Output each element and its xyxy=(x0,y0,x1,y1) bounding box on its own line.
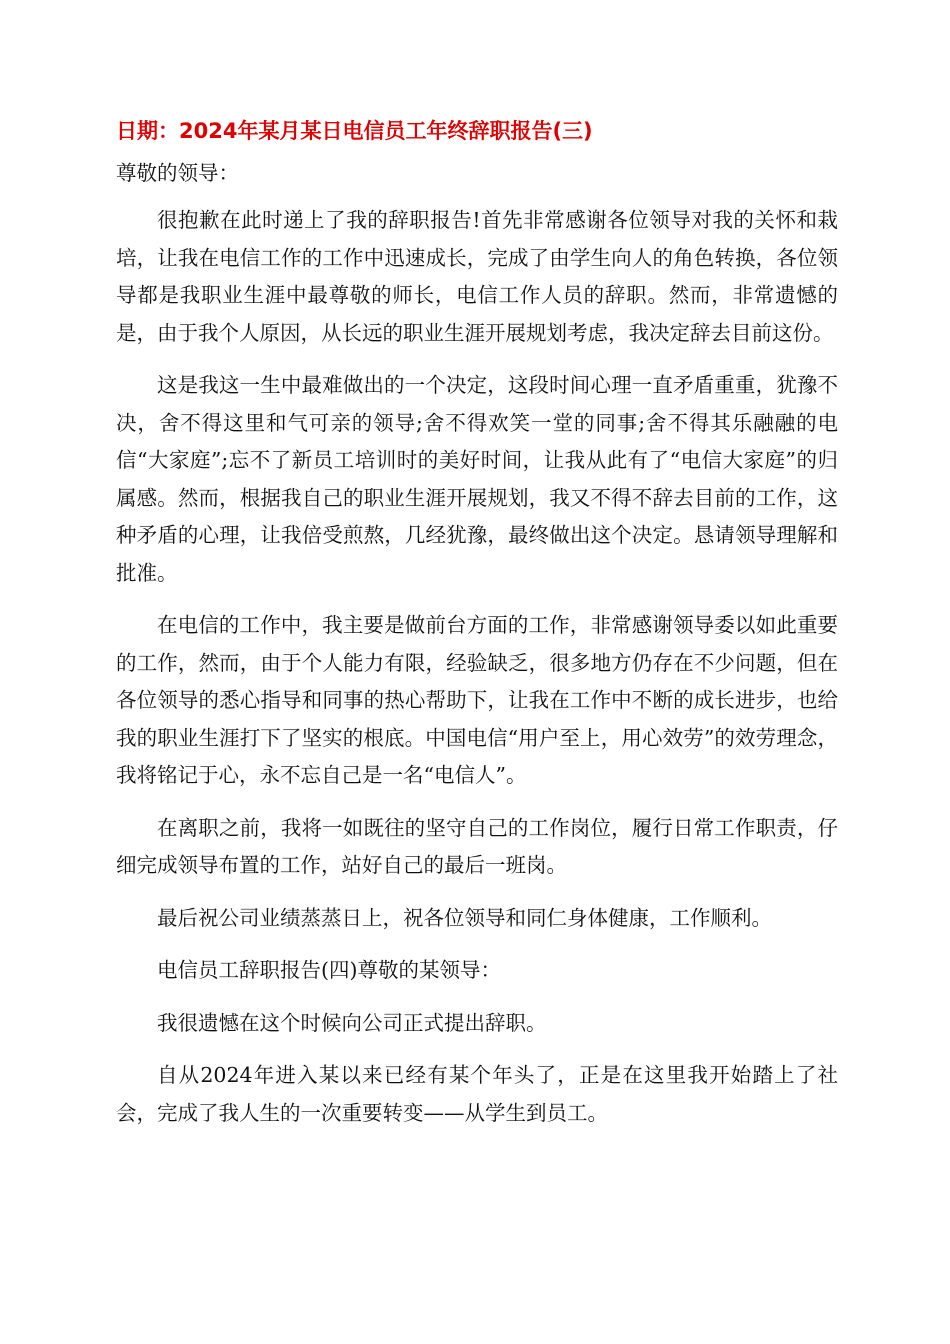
paragraph-1: 很抱歉在此时递上了我的辞职报告!首先非常感谢各位领导对我的关怀和栽培，让我在电信工作的工作中迅速成长，完成了由学生向人的角色转换，各位领导都是我职业生涯中最尊敬的师长，电信工作人员的辞职。然而，非常遗憾的是，由于我个人原因，从长远的职业生涯开展规划考虑，我决定辞去目前这份。 xyxy=(116,208,838,345)
document-page xyxy=(116,112,838,1147)
paragraph-8: 自从2024年进入某以来已经有某个年头了，正是在这里我开始踏上了社会，完成了我人生的一次重要转变——从学生到员工。 xyxy=(116,1063,838,1125)
paragraph-2: 这是我这一生中最难做出的一个决定，这段时间心理一直矛盾重重，犹豫不决，舍不得这里和气可亲的领导;舍不得欢笑一堂的同事;舍不得其乐融融的电信“大家庭”;忘不了新员工培训时的美好时间，让我从此有了“电信大家庭”的归属感。然而，根据我自己的职业生涯开展规划，我又不得不辞去目前的工作，这种矛盾的心理，让我倍受煎熬，几经犹豫，最终做出这个决定。恳请领导理解和批准。 xyxy=(116,373,838,585)
paragraph-4: 在离职之前，我将一如既往的坚守自己的工作岗位，履行日常工作职责，仔细完成领导布置的工作，站好自己的最后一班岗。 xyxy=(116,815,838,877)
paragraph-5: 最后祝公司业绩蒸蒸日上，祝各位领导和同仁身体健康，工作顺利。 xyxy=(157,905,772,930)
salutation: 尊敬的领导： xyxy=(116,161,239,185)
paragraph-6: 电信员工辞职报告(四)尊敬的某领导： xyxy=(157,958,501,982)
paragraph-7: 我很遗憾在这个时候向公司正式提出辞职。 xyxy=(157,1010,547,1035)
document-title: 日期：2024年某月某日电信员工年终辞职报告(三) xyxy=(116,119,593,143)
paragraph-3: 在电信的工作中，我主要是做前台方面的工作，非常感谢领导委以如此重要的工作，然而，由于个人能力有限，经验缺乏，很多地方仍存在不少问题，但在各位领导的悉心指导和同事的热心帮助下，让我在工作中不断的成长进步，也给我的职业生涯打下了坚实的根底。中国电信“用户至上，用心效劳”的效劳理念，我将铭记于心，永不忘自己是一名“电信人”。 xyxy=(116,613,838,787)
